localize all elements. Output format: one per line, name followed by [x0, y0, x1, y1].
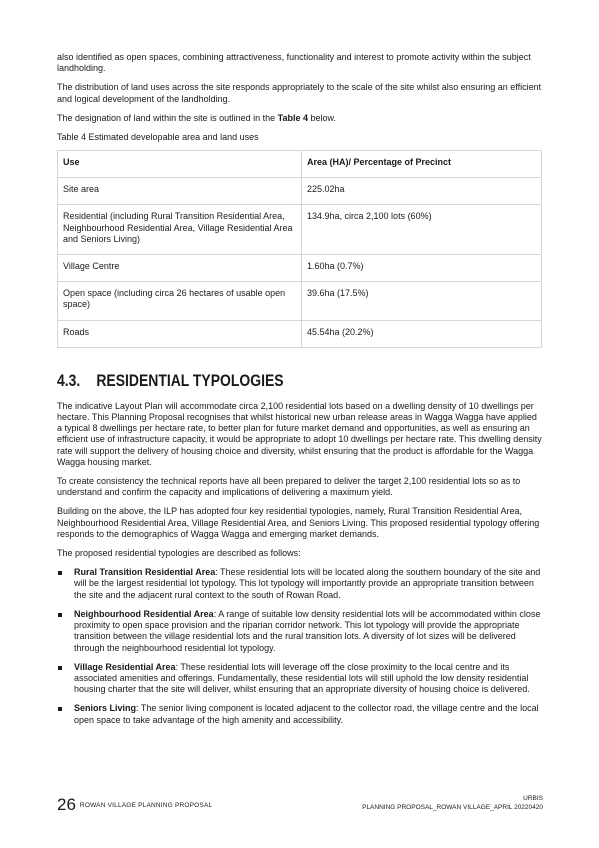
table-cell: Open space (including circa 26 hectares of usable open space) [58, 282, 302, 320]
intro-paragraph-2: The distribution of land uses across the site responds appropriately to the scale of the site whilst also ensuring an efficient and logical development of the landholding. [57, 82, 542, 104]
bullet-square-icon [58, 613, 62, 617]
typology-list [57, 567, 543, 725]
table-cell: 1.60ha (0.7%) [302, 255, 542, 282]
footer-right [362, 794, 543, 812]
section-number: 4.3. [57, 370, 81, 390]
section-title: RESIDENTIAL TYPOLOGIES [96, 370, 284, 390]
footer-doc-title: ROWAN VILLAGE PLANNING PROPOSAL [79, 802, 213, 809]
footer-ref: PLANNING PROPOSAL_ROWAN VILLAGE_APRIL 20220420 [362, 804, 543, 811]
intro-paragraph-1: also identified as open spaces, combining attractiveness, functionality and interest to promote activity within the subject landholding. [57, 52, 531, 74]
table-row [58, 282, 542, 320]
table-header-row [58, 151, 542, 178]
table-cell: Village Centre [58, 255, 302, 282]
column-header-area: Area (HA)/ Percentage of Precinct [302, 151, 542, 178]
section-paragraph-2: To create consistency the technical reports have all been prepared to deliver the target 2,100 residential lots so as to understand and confirm the capacity and implications of delivering a maximum yield. [57, 476, 521, 498]
table-cell: Site area [58, 178, 302, 205]
land-use-table [57, 150, 542, 348]
list-item: Village Residential Area: These residential lots will leverage off the close proximity to the local centre and its associated amenities and offerings. Fundamentally, these residential lots will still uphold the low density residential housing charter that the site will deliver, whilst ensuring that an appropriate diversity of housing choice is delivered. [57, 662, 543, 696]
footer-org: URBIS [523, 795, 543, 802]
table-cell: 225.02ha [302, 178, 542, 205]
table-cell: 134.9ha, circa 2,100 lots (60%) [302, 205, 542, 255]
table-row [58, 320, 542, 347]
section-heading [57, 372, 456, 390]
bullet-square-icon [58, 666, 62, 670]
bullet-square-icon [58, 707, 62, 711]
table-cell: 45.54ha (20.2%) [302, 320, 542, 347]
list-item: Seniors Living: The senior living component is located adjacent to the collector road, the village centre and the local open space to take advantage of the high amenity and accessibility. [57, 703, 543, 725]
intro-paragraph-3: The designation of land within the site is outlined in the Table 4 below. [57, 112, 337, 123]
table-cell: Roads [58, 320, 302, 347]
table-row [58, 205, 542, 255]
list-item: Rural Transition Residential Area: These residential lots will be located along the southern boundary of the site and will be the largest residential lot typology. This lot typology will importantly provide an appropriate transition between the site and the adjacent rural context to the south of Rowan Road. [57, 567, 543, 601]
table-row [58, 255, 542, 282]
page-number: 26 [57, 795, 76, 814]
section-paragraph-4: The proposed residential typologies are described as follows: [57, 548, 301, 559]
page-content [57, 52, 543, 734]
column-header-use: Use [58, 151, 302, 178]
table-row [58, 178, 542, 205]
footer-left [57, 796, 212, 814]
table-cell: 39.6ha (17.5%) [302, 282, 542, 320]
table-reference: Table 4 [277, 112, 308, 123]
list-item: Neighbourhood Residential Area: A range of suitable low density residential lots will be accommodated within close proximity to open space provision and the riparian corridor network. This lot typology will provide the appropriate transition between the village residential lots and the rural transition lots. A diversity of lot sizes will be delivered through the neighbourhood residential lot typology. [57, 609, 543, 654]
bullet-square-icon [58, 571, 62, 575]
table-caption: Table 4 Estimated developable area and land uses [57, 132, 259, 143]
section-paragraph-3: Building on the above, the ILP has adopted four key residential typologies, namely, Rural Transition Residential Area, Neighbourhood Residential Area, Village Residential Area, and Seniors Living. This proposed residential typology offering responds to the demographics of Wagga Wagga and emerging market demands. [57, 506, 540, 539]
table-cell: Residential (including Rural Transition Residential Area, Neighbourhood Residential Area, Village Residential Area and Seniors Living) [58, 205, 302, 255]
section-paragraph-1: The indicative Layout Plan will accommodate circa 2,100 residential lots based on a dwelling density of 10 dwellings per hectare. This Planning Proposal recognises that whilst historical new urban release areas in Wagga Wagga have applied a typical 8 dwellings per hectare rate, to better plan for future market demand and opportunities, as well as ensuring an efficient use of infrastructure capacity, it would be appropriate to adopt 10 dwellings per hectare rate. This dwelling density rate will support the delivery of housing choice and diversity, whilst ensuring that the product is affordable for the Wagga Wagga housing market. [57, 400, 542, 467]
